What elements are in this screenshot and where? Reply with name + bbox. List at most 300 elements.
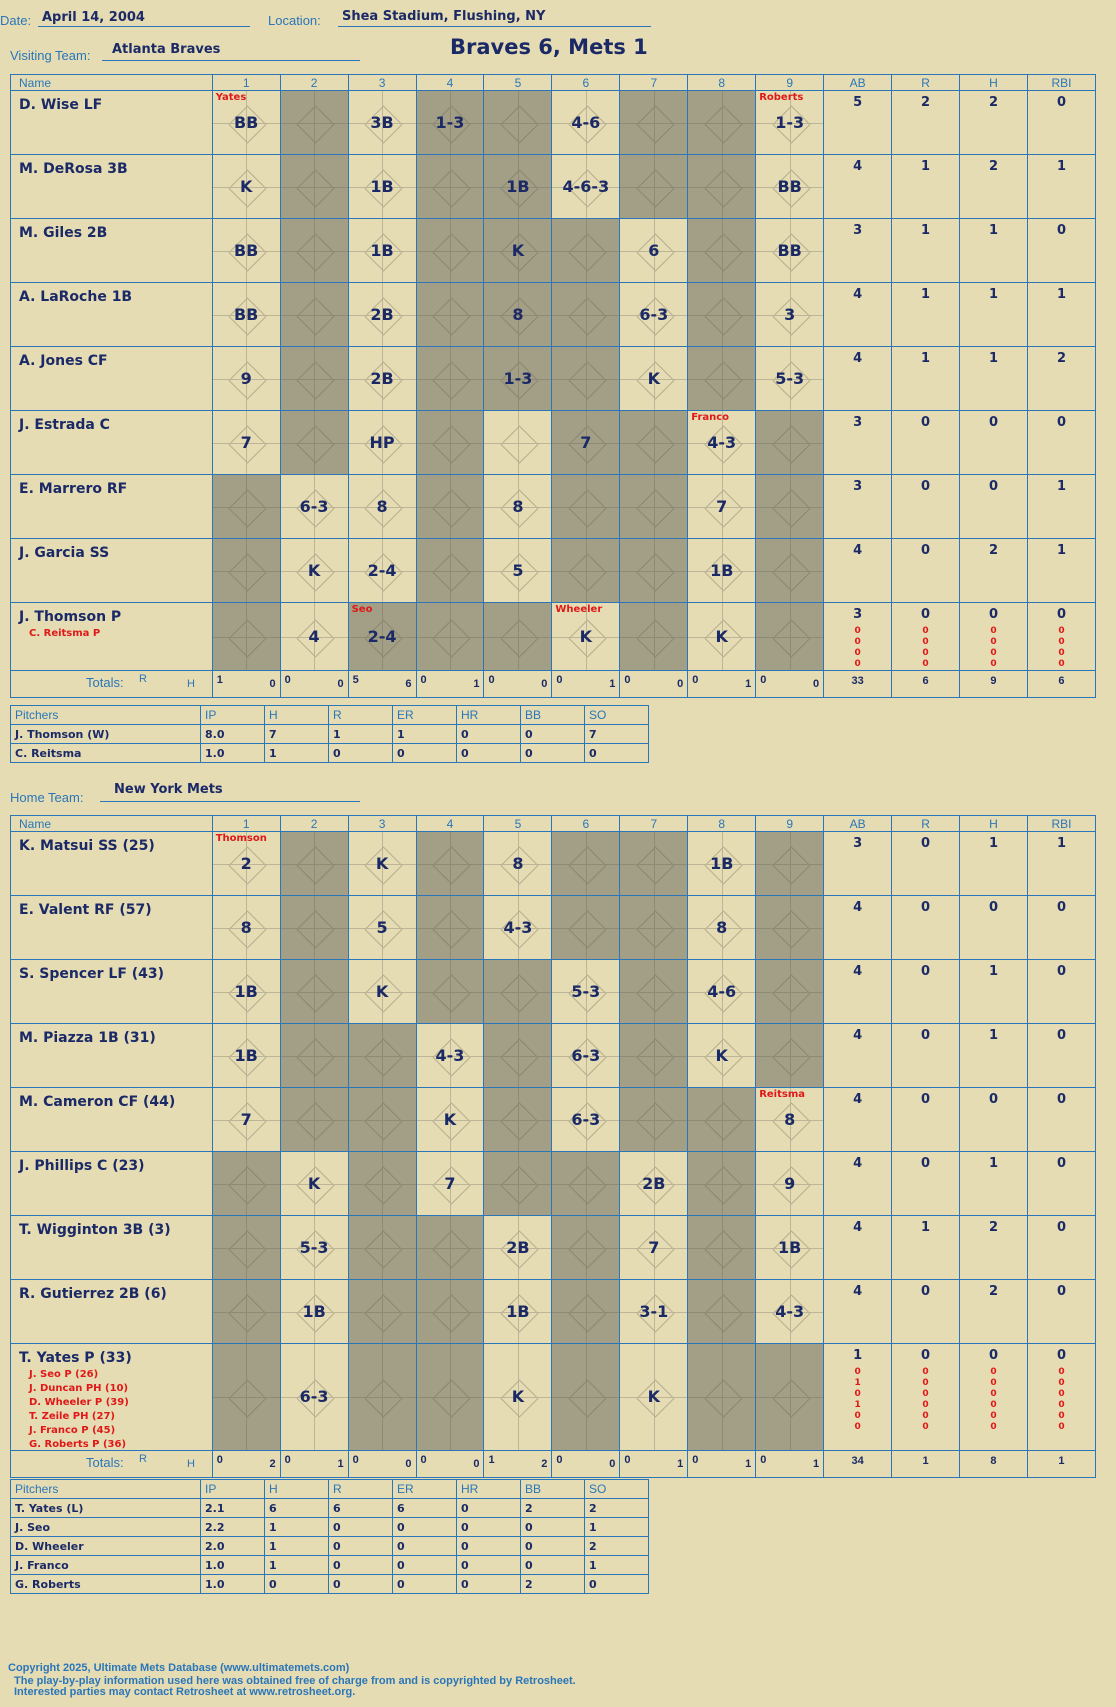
at-bat-cell bbox=[756, 155, 824, 219]
pitching-stat: 0 bbox=[393, 1556, 457, 1575]
base-diamond bbox=[636, 425, 674, 463]
batter-name-text: T. Wigginton 3B (3) bbox=[19, 1222, 171, 1238]
pitching-stat: 0 bbox=[393, 744, 457, 763]
pitching-stat: 6 bbox=[393, 1499, 457, 1518]
batter-ab bbox=[824, 411, 892, 475]
play-result: 8 bbox=[240, 917, 252, 937]
base-diamond bbox=[568, 910, 606, 948]
base-diamond bbox=[772, 1038, 810, 1076]
at-bat-cell bbox=[212, 347, 280, 411]
batter-r bbox=[892, 1216, 960, 1280]
inning-hits: 0 bbox=[405, 1458, 412, 1470]
base-diamond bbox=[636, 489, 674, 527]
totals-label bbox=[11, 1451, 213, 1478]
batter-r-value: 0 bbox=[921, 543, 931, 558]
batter-name bbox=[11, 960, 213, 1024]
substitute-stat: 0 bbox=[854, 1389, 861, 1399]
inning-header-3: 3 bbox=[348, 75, 416, 91]
substitute-name: G. Roberts P (36) bbox=[29, 1439, 127, 1450]
inning-hits: 1 bbox=[813, 1458, 820, 1470]
substitute-name: J. Franco P (45) bbox=[29, 1425, 116, 1436]
pitching-stat: 1 bbox=[265, 1518, 329, 1537]
inning-total bbox=[620, 1451, 688, 1478]
inning-runs: 1 bbox=[216, 674, 223, 686]
base-diamond bbox=[636, 553, 674, 591]
pitching-header: R bbox=[329, 1480, 393, 1499]
at-bat-cell bbox=[348, 1152, 416, 1216]
batter-rbi-value: 1 bbox=[1056, 479, 1066, 494]
batter-ab bbox=[824, 960, 892, 1024]
home-team-label: Home Team: bbox=[10, 790, 84, 805]
batter-name-text: K. Matsui SS (25) bbox=[19, 838, 155, 854]
substitute-stat: 0 bbox=[990, 1411, 997, 1421]
at-bat-cell bbox=[280, 1088, 348, 1152]
substitute-stat: 0 bbox=[854, 1422, 861, 1432]
at-bat-cell bbox=[348, 832, 416, 896]
retrosheet-contact: Interested parties may contact Retrosheet at www.retrosheet.org. bbox=[14, 1686, 356, 1698]
base-diamond bbox=[636, 974, 674, 1012]
batter-h-value: 0 bbox=[988, 415, 998, 430]
play-result: 8 bbox=[512, 853, 524, 873]
batter-h-value: 1 bbox=[988, 351, 998, 366]
inning-runs: 0 bbox=[420, 674, 427, 686]
total-h: 8 bbox=[960, 1451, 1028, 1478]
base-diamond bbox=[432, 297, 470, 335]
inning-hits: 1 bbox=[473, 678, 480, 690]
at-bat-cell bbox=[212, 1152, 280, 1216]
base-diamond bbox=[432, 361, 470, 399]
at-bat-cell bbox=[620, 1280, 688, 1344]
batter-ab-value: 4 bbox=[853, 351, 863, 366]
base-diamond bbox=[432, 425, 470, 463]
pitching-stat: 0 bbox=[521, 1518, 585, 1537]
inning-hits: 0 bbox=[269, 678, 276, 690]
at-bat-cell bbox=[416, 411, 484, 475]
base-diamond bbox=[297, 974, 335, 1012]
at-bat-cell bbox=[484, 411, 552, 475]
batter-rbi-value: 0 bbox=[1056, 1220, 1066, 1235]
batter-h-value: 2 bbox=[988, 95, 998, 110]
pitching-stat: 0 bbox=[585, 1575, 649, 1594]
batter-rbi-value: 0 bbox=[1056, 900, 1066, 915]
batter-h bbox=[960, 960, 1028, 1024]
pitching-header: Pitchers bbox=[11, 1480, 201, 1499]
substitute-stat: 0 bbox=[1058, 626, 1065, 636]
pitching-header: IP bbox=[201, 1480, 265, 1499]
base-diamond bbox=[297, 1038, 335, 1076]
location-label: Location: bbox=[268, 13, 321, 28]
substitute-stat: 0 bbox=[922, 1411, 929, 1421]
at-bat-cell bbox=[280, 1216, 348, 1280]
pitching-stat: 1 bbox=[393, 725, 457, 744]
pitching-stat: 1 bbox=[585, 1556, 649, 1575]
substitute-stat: 0 bbox=[922, 1378, 929, 1388]
pitching-stat: 0 bbox=[457, 1499, 521, 1518]
batter-name bbox=[11, 832, 213, 896]
at-bat-cell bbox=[212, 1280, 280, 1344]
pitching-change-note: Reitsma bbox=[759, 1089, 806, 1100]
base-diamond bbox=[568, 361, 606, 399]
batter-name-text: D. Wise LF bbox=[19, 97, 103, 113]
inning-runs: 0 bbox=[624, 1454, 631, 1466]
substitute-stats bbox=[824, 626, 891, 670]
batter-name bbox=[11, 1280, 213, 1344]
base-diamond bbox=[772, 1379, 810, 1417]
at-bat-cell bbox=[280, 283, 348, 347]
substitute-stat: 0 bbox=[1058, 1422, 1065, 1432]
at-bat-cell bbox=[416, 475, 484, 539]
at-bat-cell bbox=[552, 1152, 620, 1216]
at-bat-cell bbox=[348, 896, 416, 960]
batter-rbi-value: 0 bbox=[1056, 223, 1066, 238]
inning-total bbox=[756, 671, 824, 698]
copyright-notice: Copyright 2025, Ultimate Mets Database (www.ultimatemets.com) bbox=[8, 1662, 350, 1674]
inning-total bbox=[688, 1451, 756, 1478]
at-bat-cell bbox=[416, 1344, 484, 1451]
batter-h bbox=[960, 411, 1028, 475]
play-result: K bbox=[715, 1045, 728, 1065]
at-bat-cell bbox=[416, 1280, 484, 1344]
batter-r bbox=[892, 91, 960, 155]
play-result: 1B bbox=[302, 1301, 326, 1321]
play-result: 4-3 bbox=[775, 1301, 805, 1321]
at-bat-cell bbox=[688, 896, 756, 960]
at-bat-cell bbox=[280, 960, 348, 1024]
base-diamond bbox=[229, 619, 267, 657]
inning-header-4: 4 bbox=[416, 75, 484, 91]
at-bat-cell bbox=[688, 347, 756, 411]
pitching-stat: 7 bbox=[585, 725, 649, 744]
base-diamond bbox=[568, 489, 606, 527]
batter-name bbox=[11, 411, 213, 475]
inning-runs: 0 bbox=[556, 674, 563, 686]
inning-header-8: 8 bbox=[688, 816, 756, 832]
batter-r-value: 0 bbox=[921, 479, 931, 494]
substitute-stats bbox=[892, 1367, 959, 1433]
batter-rbi bbox=[1027, 1024, 1095, 1088]
batter-rbi-value: 0 bbox=[1056, 95, 1066, 110]
inning-total bbox=[212, 1451, 280, 1478]
at-bat-cell bbox=[756, 283, 824, 347]
inning-hits: 1 bbox=[337, 1458, 344, 1470]
pitching-stat: 2 bbox=[521, 1575, 585, 1594]
at-bat-cell bbox=[620, 411, 688, 475]
batter-rbi bbox=[1027, 475, 1095, 539]
pitching-stat: 1 bbox=[585, 1518, 649, 1537]
play-result: 6 bbox=[648, 240, 660, 260]
at-bat-cell bbox=[688, 219, 756, 283]
inning-runs: 0 bbox=[284, 1454, 291, 1466]
at-bat-cell bbox=[416, 1216, 484, 1280]
batter-rbi-value: 1 bbox=[1056, 287, 1066, 302]
base-diamond bbox=[636, 169, 674, 207]
play-result: HP bbox=[369, 432, 395, 452]
play-result: K bbox=[579, 626, 593, 646]
base-diamond bbox=[432, 910, 470, 948]
batter-r bbox=[892, 347, 960, 411]
play-result: BB bbox=[777, 176, 802, 196]
batter-ab-value: 4 bbox=[853, 287, 863, 302]
at-bat-cell bbox=[484, 1216, 552, 1280]
at-bat-cell bbox=[348, 155, 416, 219]
at-bat-cell bbox=[484, 960, 552, 1024]
pitching-stat: 0 bbox=[393, 1537, 457, 1556]
at-bat-cell bbox=[416, 539, 484, 603]
play-result: 6-3 bbox=[571, 1109, 601, 1129]
base-diamond bbox=[704, 233, 742, 271]
substitute-stat: 0 bbox=[1058, 1400, 1065, 1410]
pitching-header: IP bbox=[201, 706, 265, 725]
at-bat-cell bbox=[552, 1088, 620, 1152]
pitching-stat: 8.0 bbox=[201, 725, 265, 744]
batter-h bbox=[960, 1344, 1028, 1451]
pitching-header: H bbox=[265, 1480, 329, 1499]
batter-ab-value: 4 bbox=[853, 1028, 863, 1043]
base-diamond bbox=[636, 846, 674, 884]
at-bat-cell bbox=[688, 1216, 756, 1280]
pitching-change-note: Thomson bbox=[215, 833, 267, 844]
pitching-stat: 1.0 bbox=[201, 744, 265, 763]
runs-key: R bbox=[139, 673, 147, 685]
base-diamond bbox=[432, 233, 470, 271]
play-result: 1B bbox=[506, 176, 530, 196]
total-rbi: 1 bbox=[1027, 1451, 1095, 1478]
batter-r bbox=[892, 539, 960, 603]
base-diamond bbox=[297, 1102, 335, 1140]
play-result: K bbox=[715, 626, 728, 646]
batter-ab-value: 3 bbox=[853, 415, 863, 430]
at-bat-cell bbox=[756, 475, 824, 539]
batter-r bbox=[892, 219, 960, 283]
batter-rbi bbox=[1027, 411, 1095, 475]
batter-name-text: T. Yates P (33) bbox=[19, 1350, 132, 1366]
base-diamond bbox=[432, 1379, 470, 1417]
batter-rbi bbox=[1027, 1280, 1095, 1344]
visiting-team-label: Visiting Team: bbox=[10, 48, 91, 63]
batter-h bbox=[960, 1216, 1028, 1280]
rbi-column-header: RBI bbox=[1027, 816, 1095, 832]
batter-name bbox=[11, 1088, 213, 1152]
play-result: 1-3 bbox=[503, 368, 533, 388]
play-result: 2B bbox=[642, 1173, 666, 1193]
pitching-stat: 1 bbox=[265, 744, 329, 763]
at-bat-cell bbox=[212, 832, 280, 896]
substitute-stats bbox=[1028, 1367, 1095, 1433]
batter-ab bbox=[824, 1152, 892, 1216]
pitching-stat: 0 bbox=[521, 744, 585, 763]
base-diamond bbox=[297, 233, 335, 271]
batter-r bbox=[892, 283, 960, 347]
inning-hits: 0 bbox=[813, 678, 820, 690]
base-diamond bbox=[772, 974, 810, 1012]
at-bat-cell bbox=[756, 219, 824, 283]
totals-label-text: Totals: bbox=[86, 675, 124, 690]
substitute-stat: 0 bbox=[990, 1422, 997, 1432]
totals-label bbox=[11, 671, 213, 698]
batter-ab-value: 4 bbox=[853, 1156, 863, 1171]
batter-name bbox=[11, 539, 213, 603]
inning-hits: 2 bbox=[269, 1458, 276, 1470]
inning-total bbox=[280, 1451, 348, 1478]
rbi-column-header: RBI bbox=[1027, 75, 1095, 91]
base-diamond bbox=[636, 910, 674, 948]
batter-name bbox=[11, 347, 213, 411]
at-bat-cell bbox=[348, 1216, 416, 1280]
substitute-stat: 0 bbox=[854, 1411, 861, 1421]
inning-hits: 6 bbox=[405, 678, 412, 690]
batter-ab bbox=[824, 539, 892, 603]
batter-r bbox=[892, 1088, 960, 1152]
at-bat-cell bbox=[484, 832, 552, 896]
base-diamond bbox=[364, 1379, 402, 1417]
at-bat-cell bbox=[552, 603, 620, 671]
inning-runs: 0 bbox=[692, 1454, 699, 1466]
batter-h-value: 0 bbox=[988, 607, 998, 622]
batter-rbi-value: 0 bbox=[1056, 1284, 1066, 1299]
game-result-title: Braves 6, Mets 1 bbox=[450, 35, 648, 59]
inning-hits: 1 bbox=[745, 678, 752, 690]
batter-rbi-value: 0 bbox=[1056, 1092, 1066, 1107]
pitching-stat: 0 bbox=[457, 1556, 521, 1575]
at-bat-cell bbox=[620, 832, 688, 896]
base-diamond bbox=[568, 553, 606, 591]
batter-rbi bbox=[1027, 347, 1095, 411]
at-bat-cell bbox=[552, 219, 620, 283]
batter-name-text: E. Valent RF (57) bbox=[19, 902, 152, 918]
batter-ab bbox=[824, 832, 892, 896]
base-diamond bbox=[297, 105, 335, 143]
at-bat-cell bbox=[212, 219, 280, 283]
inning-header-4: 4 bbox=[416, 816, 484, 832]
batter-r-value: 0 bbox=[921, 836, 931, 851]
batter-name bbox=[11, 1344, 213, 1451]
batter-r-value: 0 bbox=[921, 964, 931, 979]
batter-ab bbox=[824, 475, 892, 539]
base-diamond bbox=[772, 846, 810, 884]
play-result: 2B bbox=[370, 304, 394, 324]
at-bat-cell bbox=[756, 603, 824, 671]
batter-r bbox=[892, 1280, 960, 1344]
at-bat-cell bbox=[688, 475, 756, 539]
name-column-header: Name bbox=[11, 75, 213, 91]
at-bat-cell bbox=[552, 832, 620, 896]
h-column-header: H bbox=[960, 75, 1028, 91]
batter-r-value: 1 bbox=[921, 1220, 931, 1235]
inning-hits: 1 bbox=[609, 678, 616, 690]
batter-rbi bbox=[1027, 832, 1095, 896]
pitching-stat: 1 bbox=[265, 1537, 329, 1556]
substitute-stat: 0 bbox=[990, 659, 997, 669]
pitching-stat: 0 bbox=[393, 1575, 457, 1594]
at-bat-cell bbox=[212, 155, 280, 219]
play-result: 6-3 bbox=[299, 1387, 329, 1406]
at-bat-cell bbox=[212, 91, 280, 155]
batter-rbi bbox=[1027, 1216, 1095, 1280]
substitute-name: C. Reitsma P bbox=[29, 628, 101, 639]
inning-total bbox=[484, 1451, 552, 1478]
substitute-stats bbox=[824, 1367, 891, 1433]
batter-ab bbox=[824, 1024, 892, 1088]
play-result: 9 bbox=[784, 1173, 796, 1193]
substitute-name: J. Duncan PH (10) bbox=[29, 1383, 129, 1394]
base-diamond bbox=[432, 1230, 470, 1268]
batter-h bbox=[960, 475, 1028, 539]
batter-name bbox=[11, 475, 213, 539]
at-bat-cell bbox=[756, 1024, 824, 1088]
total-rbi: 6 bbox=[1027, 671, 1095, 698]
inning-header-2: 2 bbox=[280, 75, 348, 91]
at-bat-cell bbox=[484, 539, 552, 603]
base-diamond bbox=[772, 425, 810, 463]
pitching-stat: 0 bbox=[457, 1575, 521, 1594]
inning-header-9: 9 bbox=[756, 816, 824, 832]
base-diamond bbox=[704, 1166, 742, 1204]
r-column-header: R bbox=[892, 75, 960, 91]
batter-ab bbox=[824, 347, 892, 411]
play-result: K bbox=[443, 1109, 457, 1129]
batter-h bbox=[960, 91, 1028, 155]
batter-r-value: 0 bbox=[921, 1284, 931, 1299]
play-result: 8 bbox=[716, 917, 728, 937]
batter-name-text: S. Spencer LF (43) bbox=[19, 966, 165, 982]
at-bat-cell bbox=[484, 1024, 552, 1088]
batter-r bbox=[892, 155, 960, 219]
at-bat-cell bbox=[416, 155, 484, 219]
at-bat-cell bbox=[416, 91, 484, 155]
batter-rbi bbox=[1027, 896, 1095, 960]
pitcher-name: D. Wheeler bbox=[11, 1537, 201, 1556]
at-bat-cell bbox=[620, 475, 688, 539]
inning-total bbox=[280, 671, 348, 698]
base-diamond bbox=[704, 361, 742, 399]
base-diamond bbox=[568, 1294, 606, 1332]
substitute-stat: 0 bbox=[854, 626, 861, 636]
total-ab: 33 bbox=[824, 671, 892, 698]
substitute-stats bbox=[960, 1367, 1027, 1433]
base-diamond bbox=[772, 910, 810, 948]
at-bat-cell bbox=[280, 155, 348, 219]
play-result: 1B bbox=[370, 176, 394, 196]
at-bat-cell bbox=[552, 283, 620, 347]
pitching-stat: 0 bbox=[457, 744, 521, 763]
batter-r bbox=[892, 1344, 960, 1451]
play-result: 6-3 bbox=[639, 304, 669, 324]
inning-header-9: 9 bbox=[756, 75, 824, 91]
base-diamond bbox=[432, 169, 470, 207]
batter-rbi-value: 2 bbox=[1056, 351, 1066, 366]
at-bat-cell bbox=[484, 1344, 552, 1451]
substitute-stat: 0 bbox=[990, 1378, 997, 1388]
pitcher-name: G. Roberts bbox=[11, 1575, 201, 1594]
base-diamond bbox=[229, 1166, 267, 1204]
base-diamond bbox=[229, 489, 267, 527]
base-diamond bbox=[704, 1379, 742, 1417]
name-column-header: Name bbox=[11, 816, 213, 832]
at-bat-cell bbox=[212, 283, 280, 347]
inning-total bbox=[552, 671, 620, 698]
at-bat-cell bbox=[416, 347, 484, 411]
batter-r bbox=[892, 960, 960, 1024]
inning-runs: 1 bbox=[488, 1454, 495, 1466]
at-bat-cell bbox=[756, 347, 824, 411]
play-result: K bbox=[647, 368, 660, 388]
hits-key: H bbox=[187, 1458, 195, 1470]
substitute-stat: 0 bbox=[1058, 1367, 1065, 1377]
at-bat-cell bbox=[484, 219, 552, 283]
pitching-header: HR bbox=[457, 1480, 521, 1499]
play-result: BB bbox=[233, 112, 259, 132]
inning-total bbox=[416, 1451, 484, 1478]
